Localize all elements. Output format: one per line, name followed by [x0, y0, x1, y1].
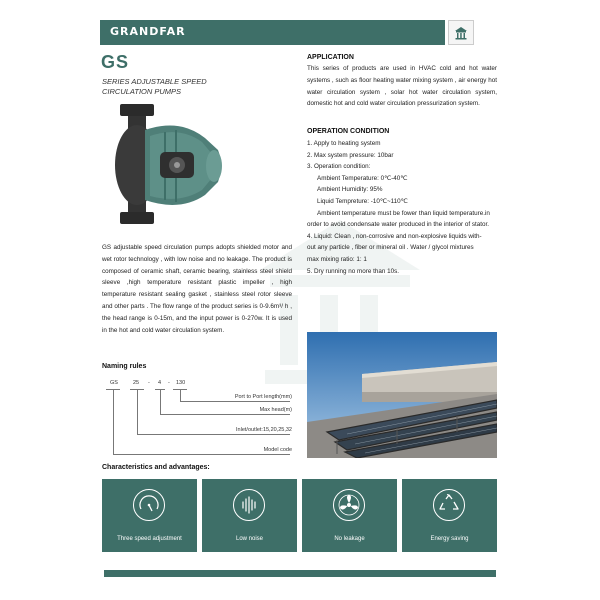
sound-wave-icon: [233, 489, 265, 521]
feature-card-noise: [202, 479, 297, 552]
naming-part: 4: [158, 380, 162, 386]
product-description: GS adjustable speed circulation pumps adopts shielded motor and wet rotor technology , with low noise and no leakage. The product is composed of ceramic shaft, ceramic bearing, stainless steel shield sleeve ,high temperature resistant plastic impeller , high temperature resistant sealing gasket , stainless steel rotor sleeve and other parts . The flow range of the product series is 0-9.6m³/ h , the head range is 0-15m, and the input power is 0-270w. It is used in the hot and cold water circulation system.: [102, 244, 292, 334]
application-text: This series of products are used in HVAC cold and hot water systems , such as floor heating water mixing system , air energy hot water circulation system , solar hot water circulation system, domestic hot and cold water circulation pressurization system.: [307, 65, 497, 108]
pump-image: [110, 100, 230, 230]
naming-label: Port to Port length(mm): [234, 394, 292, 400]
operation-list: [307, 138, 502, 277]
fan-impeller-icon: [333, 489, 365, 521]
brand-logo: GRANDFAR: [110, 25, 186, 38]
list-item: Ambient Humidity: 95%: [317, 186, 383, 194]
list-item: max mixing ratio: 1: 1: [307, 255, 367, 263]
naming-label: Max head(m): [259, 407, 292, 413]
feature-label: Three speed adjustment: [117, 536, 182, 542]
list-item: 3. Operation condition:: [307, 163, 371, 171]
solar-panel-photo: [307, 332, 497, 458]
product-subtitle: [102, 77, 207, 97]
footer-bar: [104, 570, 496, 577]
list-item: 2. Max system pressure: 10bar: [307, 151, 394, 159]
feature-label: Energy saving: [430, 536, 469, 542]
naming-part: 130: [176, 380, 186, 386]
operation-title: OPERATION CONDITION: [307, 128, 390, 135]
application-title: APPLICATION: [307, 54, 354, 61]
naming-part: -: [148, 380, 150, 386]
feature-card-energy: [402, 479, 497, 552]
recycle-icon: [433, 489, 465, 521]
naming-title: Naming rules: [102, 363, 147, 370]
list-item: 5. Dry running no more than 10s.: [307, 267, 400, 275]
feature-card-speed: [102, 479, 197, 552]
naming-part: 25: [133, 380, 140, 386]
speed-gauge-icon: [133, 489, 165, 521]
features-title: Characteristics and advantages:: [102, 464, 210, 471]
list-item: Ambient temperature must be fower than liquid temperature.in: [317, 209, 490, 217]
naming-part: GS: [110, 380, 118, 386]
naming-part: -: [168, 380, 170, 386]
list-item: 1. Apply to heating system: [307, 140, 381, 147]
feature-card-leakage: [302, 479, 397, 552]
building-logo-icon: [448, 20, 474, 45]
feature-label: Low noise: [235, 536, 264, 542]
model-title: GS: [101, 52, 130, 72]
naming-diagram: [100, 380, 300, 460]
naming-label: Model code: [263, 447, 292, 453]
list-item: Liquid Tempreture: -10℃~110℃: [317, 197, 408, 205]
list-item: Ambient Temperature: 0℃-40℃: [317, 174, 408, 182]
feature-label: No leakage: [334, 536, 365, 542]
list-item: 4. Liquid: Clean , non-corrosive and non-explosive liquids with-: [307, 232, 482, 240]
subtitle-line-2: CIRCULATION PUMPS: [102, 87, 182, 96]
naming-label: Inlet/outlet:15,20,25,32: [236, 427, 292, 433]
list-item: order to avoid condensate water produced in the interior of stator.: [307, 221, 490, 229]
subtitle-line-1: SERIES ADJUSTABLE SPEED: [102, 77, 207, 86]
list-item: out any particle , fiber or mineral oil . Water / glycol mixtures: [307, 244, 474, 252]
